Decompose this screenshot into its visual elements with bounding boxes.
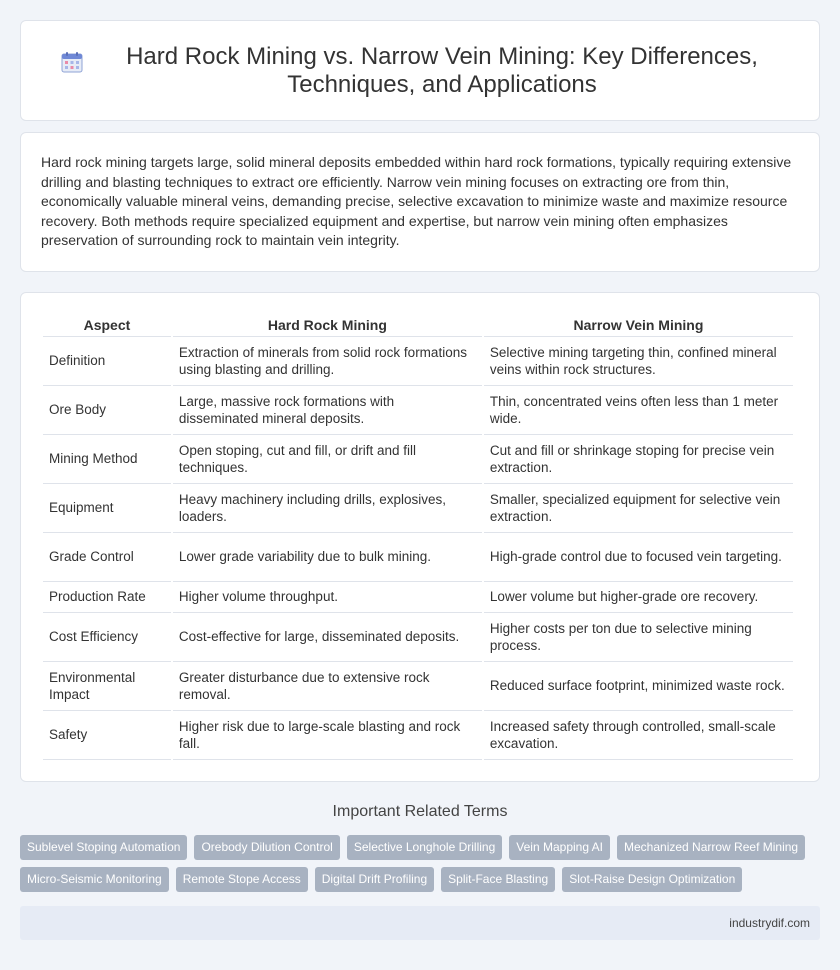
aspect-cell: Grade Control [43,533,171,582]
hard-rock-cell: Cost-effective for large, disseminated deposits. [173,613,482,662]
comparison-table [41,313,795,760]
aspect-cell: Production Rate [43,582,171,613]
footer-site-link[interactable]: industrydif.com [729,916,810,930]
aspect-cell: Equipment [43,484,171,533]
hard-rock-cell: Open stoping, cut and fill, or drift and fill techniques. [173,435,482,484]
table-row [43,582,793,613]
narrow-vein-cell: Increased safety through controlled, small-scale excavation. [484,711,793,760]
table-row [43,484,793,533]
page-title: Hard Rock Mining vs. Narrow Vein Mining: Key Differences, Techniques, and Applications [126,42,758,98]
intro-card [20,132,820,272]
related-term-tag[interactable]: Micro-Seismic Monitoring [20,867,169,892]
narrow-vein-cell: High-grade control due to focused vein targeting. [484,533,793,582]
related-term-tag[interactable]: Remote Stope Access [176,867,308,892]
aspect-cell: Environmental Impact [43,662,171,711]
title-wrap [60,43,780,99]
aspect-cell: Mining Method [43,435,171,484]
related-term-tag[interactable]: Orebody Dilution Control [194,835,339,860]
table-row [43,533,793,582]
related-term-tag[interactable]: Selective Longhole Drilling [347,835,502,860]
intro-paragraph: Hard rock mining targets large, solid mineral deposits embedded within hard rock formations, typically requiring extensive drilling and blasting techniques to extract ore efficiently. Narrow vein mining focuses on extracting ore from thin, economically valuable mineral veins, demanding precise, selective excavation to minimize waste and maximize resource recovery. Both methods require specialized equipment and expertise, but narrow vein mining often emphasizes preservation of surrounding rock to maintain vein integrity. [41,154,792,248]
hard-rock-cell: Large, massive rock formations with disseminated mineral deposits. [173,386,482,435]
header-narrow-vein: Narrow Vein Mining [484,313,793,337]
table-header-row [43,313,793,337]
aspect-cell: Safety [43,711,171,760]
narrow-vein-cell: Selective mining targeting thin, confined mineral veins within rock structures. [484,337,793,386]
narrow-vein-cell: Higher costs per ton due to selective mining process. [484,613,793,662]
table-row [43,435,793,484]
narrow-vein-cell: Cut and fill or shrinkage stoping for precise vein extraction. [484,435,793,484]
aspect-cell: Definition [43,337,171,386]
hard-rock-cell: Greater disturbance due to extensive rock removal. [173,662,482,711]
header-aspect: Aspect [43,313,171,337]
hard-rock-cell: Extraction of minerals from solid rock formations using blasting and drilling. [173,337,482,386]
title-card [20,20,820,121]
aspect-cell: Cost Efficiency [43,613,171,662]
related-term-tag[interactable]: Sublevel Stoping Automation [20,835,187,860]
hard-rock-cell: Higher volume throughput. [173,582,482,613]
calendar-icon [60,50,84,74]
related-terms-list [20,835,820,899]
table-row [43,386,793,435]
related-term-tag[interactable]: Digital Drift Profiling [315,867,434,892]
table-row [43,613,793,662]
table-row [43,662,793,711]
narrow-vein-cell: Lower volume but higher-grade ore recovery. [484,582,793,613]
related-term-tag[interactable]: Slot-Raise Design Optimization [562,867,742,892]
related-term-tag[interactable]: Split-Face Blasting [441,867,555,892]
aspect-cell: Ore Body [43,386,171,435]
hard-rock-cell: Higher risk due to large-scale blasting and rock fall. [173,711,482,760]
related-term-tag[interactable]: Vein Mapping AI [509,835,610,860]
related-terms-title: Important Related Terms [332,803,508,820]
narrow-vein-cell: Thin, concentrated veins often less than 1 meter wide. [484,386,793,435]
narrow-vein-cell: Smaller, specialized equipment for selective vein extraction. [484,484,793,533]
table-row [43,337,793,386]
comparison-card [20,292,820,782]
table-row [43,711,793,760]
header-hard-rock: Hard Rock Mining [173,313,482,337]
hard-rock-cell: Heavy machinery including drills, explosives, loaders. [173,484,482,533]
footer [20,906,820,940]
hard-rock-cell: Lower grade variability due to bulk mining. [173,533,482,582]
related-term-tag[interactable]: Mechanized Narrow Reef Mining [617,835,805,860]
narrow-vein-cell: Reduced surface footprint, minimized waste rock. [484,662,793,711]
